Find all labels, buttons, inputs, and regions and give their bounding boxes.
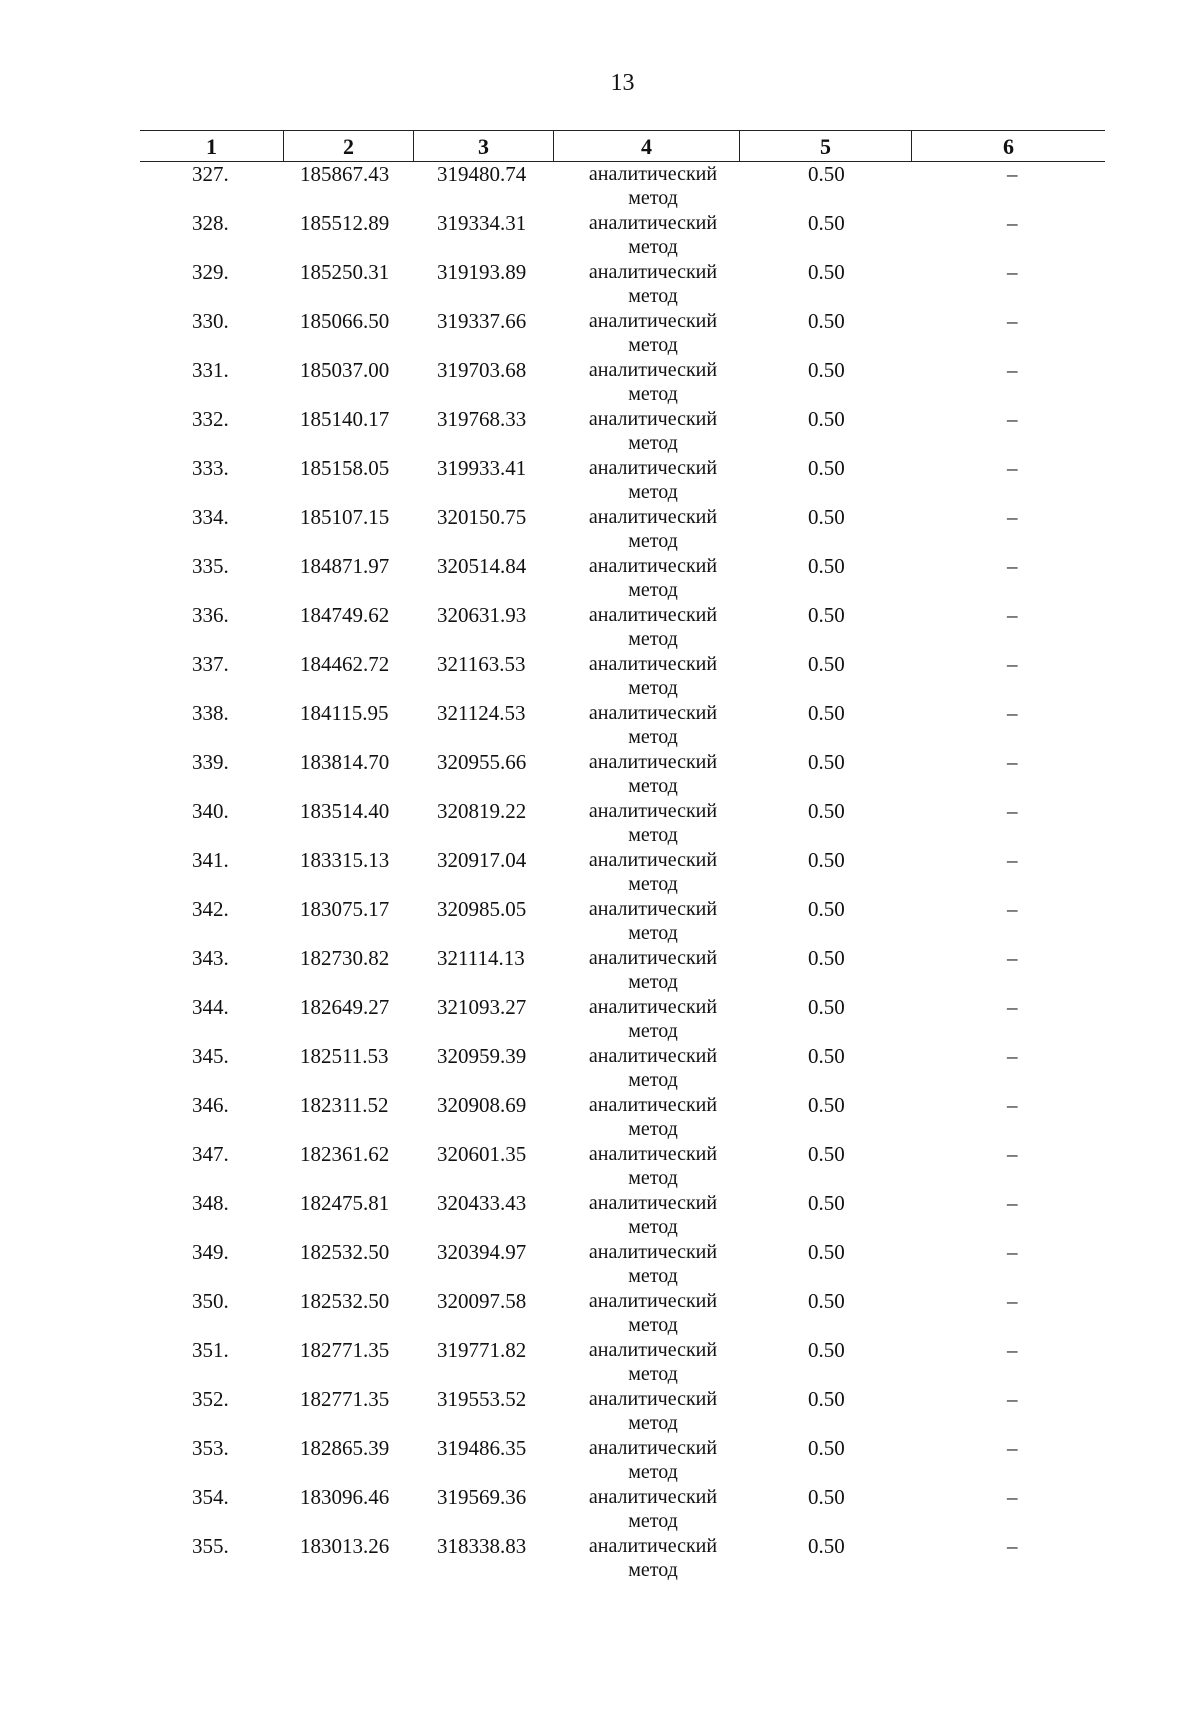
row-number: 337. (192, 652, 229, 676)
accuracy-value: 0.50 (808, 1534, 845, 1558)
y-coordinate: 319768.33 (437, 407, 527, 431)
method-line-1: аналитический (588, 261, 718, 283)
method-cell (578, 554, 728, 602)
x-coordinate: 183814.70 (300, 750, 390, 774)
y-coordinate: 320601.35 (437, 1142, 527, 1166)
method-cell (578, 1044, 728, 1092)
method-line-2: метод (628, 971, 678, 993)
note-value: – (1007, 603, 1018, 627)
method-line-2: метод (628, 1265, 678, 1287)
accuracy-value: 0.50 (808, 211, 845, 235)
method-line-1: аналитический (588, 1388, 718, 1410)
table-row (140, 1387, 1105, 1436)
method-line-1: аналитический (588, 408, 718, 430)
table-row (140, 505, 1105, 554)
method-line-2: метод (628, 1216, 678, 1238)
x-coordinate: 185107.15 (300, 505, 390, 529)
accuracy-value: 0.50 (808, 456, 845, 480)
y-coordinate: 319553.52 (437, 1387, 527, 1411)
row-number: 334. (192, 505, 229, 529)
row-number: 329. (192, 260, 229, 284)
method-line-2: метод (628, 1167, 678, 1189)
note-value: – (1007, 946, 1018, 970)
x-coordinate: 185867.43 (300, 162, 390, 186)
method-cell (578, 946, 728, 994)
x-coordinate: 182475.81 (300, 1191, 390, 1215)
x-coordinate: 183013.26 (300, 1534, 390, 1558)
method-cell (578, 162, 728, 210)
method-line-1: аналитический (588, 751, 718, 773)
y-coordinate: 320819.22 (437, 799, 527, 823)
x-coordinate: 182865.39 (300, 1436, 390, 1460)
note-value: – (1007, 1289, 1018, 1313)
row-number: 344. (192, 995, 229, 1019)
accuracy-value: 0.50 (808, 505, 845, 529)
y-coordinate: 320097.58 (437, 1289, 527, 1313)
row-number: 332. (192, 407, 229, 431)
row-number: 342. (192, 897, 229, 921)
method-line-1: аналитический (588, 506, 718, 528)
method-line-2: метод (628, 1118, 678, 1140)
note-value: – (1007, 1485, 1018, 1509)
method-line-2: метод (628, 922, 678, 944)
y-coordinate: 319486.35 (437, 1436, 527, 1460)
method-cell (578, 1436, 728, 1484)
table-row (140, 701, 1105, 750)
row-number: 336. (192, 603, 229, 627)
table-row (140, 162, 1105, 211)
method-line-2: метод (628, 1510, 678, 1532)
accuracy-value: 0.50 (808, 1338, 845, 1362)
method-cell (578, 1191, 728, 1239)
y-coordinate: 318338.83 (437, 1534, 527, 1558)
accuracy-value: 0.50 (808, 1093, 845, 1117)
x-coordinate: 185250.31 (300, 260, 390, 284)
y-coordinate: 319337.66 (437, 309, 527, 333)
accuracy-value: 0.50 (808, 995, 845, 1019)
method-cell (578, 652, 728, 700)
y-coordinate: 319193.89 (437, 260, 527, 284)
method-cell (578, 603, 728, 651)
method-line-2: метод (628, 579, 678, 601)
table-row (140, 1142, 1105, 1191)
table-row (140, 652, 1105, 701)
row-number: 327. (192, 162, 229, 186)
table-body (140, 162, 1105, 1583)
y-coordinate: 321163.53 (437, 652, 526, 676)
method-line-2: метод (628, 1314, 678, 1336)
method-line-1: аналитический (588, 1045, 718, 1067)
method-line-1: аналитический (588, 898, 718, 920)
method-line-1: аналитический (588, 996, 718, 1018)
note-value: – (1007, 554, 1018, 578)
method-cell (578, 701, 728, 749)
table-row (140, 309, 1105, 358)
method-cell (578, 260, 728, 308)
x-coordinate: 183075.17 (300, 897, 390, 921)
row-number: 335. (192, 554, 229, 578)
method-line-1: аналитический (588, 800, 718, 822)
column-header-5: 5 (739, 131, 911, 161)
table-row (140, 603, 1105, 652)
x-coordinate: 182730.82 (300, 946, 390, 970)
x-coordinate: 184749.62 (300, 603, 390, 627)
note-value: – (1007, 456, 1018, 480)
method-cell (578, 1093, 728, 1141)
accuracy-value: 0.50 (808, 897, 845, 921)
column-header-3: 3 (413, 131, 553, 161)
method-line-1: аналитический (588, 947, 718, 969)
table-row (140, 946, 1105, 995)
accuracy-value: 0.50 (808, 1142, 845, 1166)
x-coordinate: 182311.52 (300, 1093, 389, 1117)
accuracy-value: 0.50 (808, 603, 845, 627)
x-coordinate: 182532.50 (300, 1240, 390, 1264)
table-row (140, 407, 1105, 456)
method-line-1: аналитический (588, 1290, 718, 1312)
note-value: – (1007, 1142, 1018, 1166)
y-coordinate: 320985.05 (437, 897, 527, 921)
row-number: 349. (192, 1240, 229, 1264)
method-line-2: метод (628, 726, 678, 748)
y-coordinate: 319569.36 (437, 1485, 527, 1509)
accuracy-value: 0.50 (808, 848, 845, 872)
note-value: – (1007, 309, 1018, 333)
column-header-2: 2 (283, 131, 413, 161)
table-row (140, 1338, 1105, 1387)
method-cell (578, 1338, 728, 1386)
row-number: 343. (192, 946, 229, 970)
y-coordinate: 320394.97 (437, 1240, 527, 1264)
x-coordinate: 185037.00 (300, 358, 390, 382)
method-line-2: метод (628, 187, 678, 209)
note-value: – (1007, 995, 1018, 1019)
accuracy-value: 0.50 (808, 1044, 845, 1068)
table-row (140, 1044, 1105, 1093)
accuracy-value: 0.50 (808, 1387, 845, 1411)
accuracy-value: 0.50 (808, 750, 845, 774)
method-line-1: аналитический (588, 1339, 718, 1361)
method-line-1: аналитический (588, 310, 718, 332)
table-row (140, 1289, 1105, 1338)
x-coordinate: 183514.40 (300, 799, 390, 823)
method-line-1: аналитический (588, 1535, 718, 1557)
method-cell (578, 1289, 728, 1337)
method-line-2: метод (628, 1412, 678, 1434)
accuracy-value: 0.50 (808, 946, 845, 970)
table-row (140, 260, 1105, 309)
method-cell (578, 358, 728, 406)
method-cell (578, 456, 728, 504)
method-line-2: метод (628, 285, 678, 307)
note-value: – (1007, 1044, 1018, 1068)
accuracy-value: 0.50 (808, 1436, 845, 1460)
y-coordinate: 320917.04 (437, 848, 527, 872)
row-number: 354. (192, 1485, 229, 1509)
row-number: 346. (192, 1093, 229, 1117)
column-header-1: 1 (206, 134, 217, 159)
x-coordinate: 184871.97 (300, 554, 390, 578)
y-coordinate: 321114.13 (437, 946, 525, 970)
accuracy-value: 0.50 (808, 358, 845, 382)
accuracy-value: 0.50 (808, 1191, 845, 1215)
row-number: 355. (192, 1534, 229, 1558)
row-number: 352. (192, 1387, 229, 1411)
y-coordinate: 320955.66 (437, 750, 527, 774)
row-number: 328. (192, 211, 229, 235)
accuracy-value: 0.50 (808, 554, 845, 578)
table-row (140, 1093, 1105, 1142)
note-value: – (1007, 750, 1018, 774)
method-line-2: метод (628, 1020, 678, 1042)
method-line-1: аналитический (588, 1241, 718, 1263)
table-header (140, 130, 1105, 162)
y-coordinate: 320908.69 (437, 1093, 527, 1117)
method-line-1: аналитический (588, 604, 718, 626)
note-value: – (1007, 799, 1018, 823)
note-value: – (1007, 1093, 1018, 1117)
method-cell (578, 505, 728, 553)
note-value: – (1007, 701, 1018, 725)
table-row (140, 848, 1105, 897)
note-value: – (1007, 897, 1018, 921)
table-row (140, 995, 1105, 1044)
method-cell (578, 799, 728, 847)
x-coordinate: 182649.27 (300, 995, 390, 1019)
method-line-2: метод (628, 1363, 678, 1385)
x-coordinate: 182771.35 (300, 1387, 390, 1411)
note-value: – (1007, 1436, 1018, 1460)
row-number: 333. (192, 456, 229, 480)
method-line-2: метод (628, 530, 678, 552)
y-coordinate: 320631.93 (437, 603, 527, 627)
note-value: – (1007, 1338, 1018, 1362)
y-coordinate: 320433.43 (437, 1191, 527, 1215)
row-number: 340. (192, 799, 229, 823)
method-line-1: аналитический (588, 1437, 718, 1459)
x-coordinate: 184462.72 (300, 652, 390, 676)
accuracy-value: 0.50 (808, 260, 845, 284)
page-number: 13 (610, 70, 635, 96)
row-number: 330. (192, 309, 229, 333)
row-number: 350. (192, 1289, 229, 1313)
table-row (140, 1436, 1105, 1485)
method-line-1: аналитический (588, 457, 718, 479)
row-number: 348. (192, 1191, 229, 1215)
table-row (140, 1534, 1105, 1583)
accuracy-value: 0.50 (808, 407, 845, 431)
method-line-1: аналитический (588, 849, 718, 871)
row-number: 338. (192, 701, 229, 725)
y-coordinate: 319771.82 (437, 1338, 527, 1362)
x-coordinate: 185158.05 (300, 456, 390, 480)
method-line-2: метод (628, 628, 678, 650)
method-line-2: метод (628, 1069, 678, 1091)
method-line-2: метод (628, 236, 678, 258)
y-coordinate: 320514.84 (437, 554, 527, 578)
method-cell (578, 897, 728, 945)
note-value: – (1007, 162, 1018, 186)
note-value: – (1007, 505, 1018, 529)
method-cell (578, 309, 728, 357)
x-coordinate: 182511.53 (300, 1044, 389, 1068)
y-coordinate: 321093.27 (437, 995, 527, 1019)
table-row (140, 1485, 1105, 1534)
note-value: – (1007, 407, 1018, 431)
method-line-1: аналитический (588, 653, 718, 675)
y-coordinate: 319933.41 (437, 456, 527, 480)
accuracy-value: 0.50 (808, 799, 845, 823)
note-value: – (1007, 260, 1018, 284)
method-line-1: аналитический (588, 1094, 718, 1116)
x-coordinate: 184115.95 (300, 701, 389, 725)
table-row (140, 1240, 1105, 1289)
method-line-2: метод (628, 873, 678, 895)
accuracy-value: 0.50 (808, 1485, 845, 1509)
accuracy-value: 0.50 (808, 652, 845, 676)
note-value: – (1007, 1534, 1018, 1558)
method-line-1: аналитический (588, 702, 718, 724)
method-line-2: метод (628, 334, 678, 356)
method-line-1: аналитический (588, 212, 718, 234)
method-cell (578, 750, 728, 798)
y-coordinate: 319703.68 (437, 358, 527, 382)
x-coordinate: 182532.50 (300, 1289, 390, 1313)
y-coordinate: 320150.75 (437, 505, 527, 529)
method-cell (578, 1387, 728, 1435)
method-cell (578, 1240, 728, 1288)
method-line-2: метод (628, 1559, 678, 1581)
note-value: – (1007, 1240, 1018, 1264)
method-cell (578, 848, 728, 896)
method-cell (578, 995, 728, 1043)
table-row (140, 750, 1105, 799)
y-coordinate: 320959.39 (437, 1044, 527, 1068)
method-line-2: метод (628, 775, 678, 797)
method-cell (578, 211, 728, 259)
note-value: – (1007, 652, 1018, 676)
note-value: – (1007, 211, 1018, 235)
row-number: 351. (192, 1338, 229, 1362)
method-cell (578, 1534, 728, 1582)
row-number: 347. (192, 1142, 229, 1166)
method-line-2: метод (628, 824, 678, 846)
method-line-1: аналитический (588, 163, 718, 185)
table-row (140, 799, 1105, 848)
coordinates-table (140, 130, 1105, 1583)
method-line-2: метод (628, 677, 678, 699)
method-line-2: метод (628, 481, 678, 503)
table-row (140, 211, 1105, 260)
method-cell (578, 1485, 728, 1533)
method-line-1: аналитический (588, 1143, 718, 1165)
table-row (140, 897, 1105, 946)
method-line-1: аналитический (588, 555, 718, 577)
row-number: 353. (192, 1436, 229, 1460)
row-number: 339. (192, 750, 229, 774)
y-coordinate: 319334.31 (437, 211, 527, 235)
column-header-6: 6 (911, 131, 1105, 161)
method-line-2: метод (628, 1461, 678, 1483)
x-coordinate: 185140.17 (300, 407, 390, 431)
method-line-1: аналитический (588, 1192, 718, 1214)
x-coordinate: 185066.50 (300, 309, 390, 333)
accuracy-value: 0.50 (808, 701, 845, 725)
method-line-1: аналитический (588, 1486, 718, 1508)
x-coordinate: 183096.46 (300, 1485, 390, 1509)
row-number: 345. (192, 1044, 229, 1068)
row-number: 341. (192, 848, 229, 872)
x-coordinate: 185512.89 (300, 211, 390, 235)
y-coordinate: 319480.74 (437, 162, 527, 186)
method-cell (578, 407, 728, 455)
accuracy-value: 0.50 (808, 1240, 845, 1264)
x-coordinate: 183315.13 (300, 848, 390, 872)
row-number: 331. (192, 358, 229, 382)
method-line-2: метод (628, 432, 678, 454)
y-coordinate: 321124.53 (437, 701, 526, 725)
method-line-1: аналитический (588, 359, 718, 381)
table-row (140, 1191, 1105, 1240)
table-row (140, 554, 1105, 603)
accuracy-value: 0.50 (808, 162, 845, 186)
note-value: – (1007, 848, 1018, 872)
accuracy-value: 0.50 (808, 309, 845, 333)
accuracy-value: 0.50 (808, 1289, 845, 1313)
note-value: – (1007, 1387, 1018, 1411)
note-value: – (1007, 358, 1018, 382)
table-row (140, 456, 1105, 505)
column-header-4: 4 (553, 131, 739, 161)
method-cell (578, 1142, 728, 1190)
x-coordinate: 182361.62 (300, 1142, 390, 1166)
table-row (140, 358, 1105, 407)
x-coordinate: 182771.35 (300, 1338, 390, 1362)
note-value: – (1007, 1191, 1018, 1215)
method-line-2: метод (628, 383, 678, 405)
